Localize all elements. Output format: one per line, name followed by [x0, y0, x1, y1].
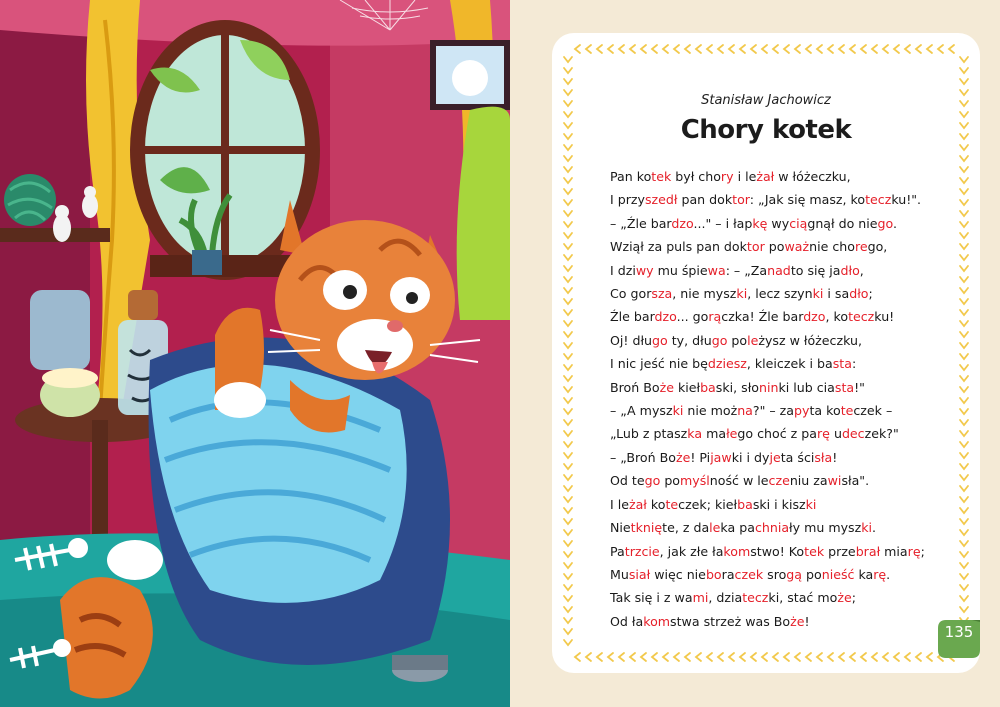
text-segment: ta ko: [809, 403, 841, 419]
text-segment: to się ja: [790, 262, 841, 278]
text-segment: – „A mysz: [610, 403, 673, 419]
highlighted-syllable: te: [665, 496, 679, 512]
poem-line: [610, 329, 970, 352]
highlighted-syllable: go: [652, 332, 668, 348]
highlighted-syllable: dło: [840, 262, 860, 278]
highlighted-syllable: py: [794, 403, 810, 419]
highlighted-syllable: je: [769, 449, 781, 465]
text-segment: , nie mysz: [672, 286, 737, 302]
text-segment: wy: [767, 215, 790, 231]
text-segment: stwa strzeż was Bo: [670, 613, 791, 629]
poem-card: [552, 33, 980, 673]
text-segment: po: [802, 566, 822, 582]
highlighted-syllable: rą: [708, 309, 722, 325]
text-segment: ki lub cia: [778, 379, 835, 395]
highlighted-syllable: że: [675, 449, 691, 465]
text-segment: czek i ba: [776, 356, 833, 372]
highlighted-syllable: cią: [789, 215, 808, 231]
highlighted-syllable: rę: [907, 543, 921, 559]
text-segment: Mu: [610, 566, 629, 582]
text-segment: ma: [702, 426, 727, 442]
text-segment: .: [886, 566, 891, 582]
text-segment: ty, dłu: [667, 332, 712, 348]
text-segment: Wziął za puls pan dok: [610, 239, 747, 255]
text-segment: ka pa: [720, 520, 755, 536]
text-segment: Od ła: [610, 613, 644, 629]
highlighted-syllable: wa: [707, 262, 726, 278]
text-segment: czek –: [853, 403, 893, 419]
text-segment: ;: [920, 543, 925, 559]
text-segment: kieł: [673, 379, 701, 395]
text-segment: ski, sło: [715, 379, 759, 395]
highlighted-syllable: jaw: [710, 449, 732, 465]
highlighted-syllable: sta: [832, 356, 852, 372]
highlighted-syllable: kom: [723, 543, 751, 559]
text-segment: ..." – i łap: [693, 215, 753, 231]
text-segment: ;: [851, 590, 856, 606]
text-segment: sro: [763, 566, 787, 582]
highlighted-syllable: go: [877, 215, 894, 231]
highlighted-syllable: ki: [805, 496, 817, 512]
highlighted-syllable: ki: [672, 403, 684, 419]
highlighted-syllable: gą: [786, 566, 803, 582]
text-segment: ły mu mysz: [789, 520, 862, 536]
poem-line: [610, 399, 970, 422]
text-segment: go choć z pa: [737, 426, 817, 442]
text-segment: Oj! dłu: [610, 332, 653, 348]
highlighted-syllable: siał: [628, 566, 651, 582]
poem-line: [610, 516, 970, 539]
poem-line: [610, 446, 970, 469]
highlighted-syllable: mi: [692, 590, 709, 606]
text-segment: więc nie: [650, 566, 706, 582]
highlighted-syllable: tek: [651, 169, 672, 184]
highlighted-syllable: myśl: [680, 473, 710, 489]
highlighted-syllable: ry: [720, 169, 734, 184]
highlighted-syllable: czek: [734, 566, 764, 582]
poem-line: [610, 352, 970, 375]
poem-text: [610, 165, 970, 633]
highlighted-syllable: tecz: [848, 309, 875, 325]
poem-line: [610, 259, 970, 282]
highlighted-syllable: go: [711, 332, 728, 348]
text-segment: stwo! Ko: [750, 543, 805, 559]
highlighted-syllable: dec: [841, 426, 865, 442]
text-segment: ka: [854, 566, 874, 582]
highlighted-syllable: rę: [873, 566, 887, 582]
text-segment: ! Pi: [690, 449, 711, 465]
cat-portrait-icon: [430, 40, 510, 110]
text-segment: .: [893, 215, 898, 231]
highlighted-syllable: dzo: [671, 215, 694, 231]
highlighted-syllable: go: [644, 473, 661, 489]
highlighted-syllable: wy: [635, 262, 654, 278]
highlighted-syllable: nin: [759, 379, 779, 395]
text-segment: Nie: [610, 520, 631, 536]
text-segment: Źle bar: [610, 309, 655, 325]
yarn-ball-icon: [4, 174, 56, 226]
poem-line: [610, 540, 970, 563]
text-segment: , jak złe ła: [659, 543, 724, 559]
highlighted-syllable: że: [790, 613, 805, 629]
highlighted-syllable: tecz: [865, 192, 892, 208]
text-segment: , ko: [825, 309, 849, 325]
highlighted-syllable: żał: [756, 169, 775, 184]
text-segment: !": [854, 379, 865, 395]
highlighted-syllable: nieść: [821, 566, 855, 582]
highlighted-syllable: re: [854, 239, 868, 255]
text-segment: u: [829, 426, 842, 442]
highlighted-syllable: sza: [651, 286, 673, 302]
text-segment: ?" – za: [752, 403, 795, 419]
text-segment: : „Jak się masz, ko: [749, 192, 866, 208]
text-segment: , lecz szyn: [747, 286, 813, 302]
text-segment: .: [872, 520, 877, 536]
text-segment: I przy: [610, 192, 645, 208]
highlighted-syllable: dzo: [803, 309, 826, 325]
text-segment: !: [832, 449, 838, 465]
text-segment: po: [764, 239, 785, 255]
text-segment: po: [660, 473, 681, 489]
highlighted-syllable: le: [709, 520, 721, 536]
text-segment: nie cho: [809, 239, 855, 255]
highlighted-syllable: wi: [827, 473, 842, 489]
highlighted-syllable: ki: [812, 286, 824, 302]
text-page: [510, 0, 1000, 707]
highlighted-syllable: żał: [628, 496, 647, 512]
text-segment: ta ści: [780, 449, 815, 465]
text-segment: sła".: [841, 473, 870, 489]
text-segment: ność w le: [709, 473, 769, 489]
text-segment: – „Broń Bo: [610, 449, 676, 465]
text-segment: ski i kisz: [752, 496, 806, 512]
text-segment: Pa: [610, 543, 625, 559]
poem-line: [610, 586, 970, 609]
highlighted-syllable: waż: [784, 239, 810, 255]
highlighted-syllable: le: [747, 332, 759, 348]
poem-line: [610, 493, 970, 516]
text-segment: ra: [721, 566, 735, 582]
highlighted-syllable: chnia: [754, 520, 790, 536]
poem-line: [610, 563, 970, 586]
text-segment: Tak się i z wa: [610, 590, 693, 606]
highlighted-syllable: że: [659, 379, 674, 395]
text-segment: nie moż: [683, 403, 738, 419]
poem-title: Chory kotek: [680, 115, 852, 145]
highlighted-syllable: nad: [767, 262, 791, 278]
poem-line: [610, 376, 970, 399]
poem-line: [610, 282, 970, 305]
text-segment: mu śpie: [653, 262, 708, 278]
highlighted-syllable: ba: [700, 379, 716, 395]
text-segment: był cho: [671, 169, 721, 184]
highlighted-syllable: rę: [817, 426, 830, 442]
highlighted-syllable: że: [837, 590, 852, 606]
highlighted-syllable: tknię: [630, 520, 663, 536]
text-segment: ku!: [874, 309, 895, 325]
text-segment: po: [727, 332, 748, 348]
text-segment: pan dok: [677, 192, 733, 208]
text-segment: : – „Za: [725, 262, 768, 278]
text-segment: i le: [733, 169, 757, 184]
poem-line: [610, 212, 970, 235]
text-segment: Od te: [610, 473, 645, 489]
text-segment: ko: [646, 496, 666, 512]
text-segment: niu za: [789, 473, 828, 489]
text-segment: I nic jeść nie bę: [610, 356, 708, 372]
highlighted-syllable: tor: [732, 192, 750, 208]
highlighted-syllable: tecz: [742, 590, 769, 606]
text-segment: „Lub z ptasz: [610, 426, 688, 442]
text-segment: – „Źle bar: [610, 215, 672, 231]
text-segment: , dzia: [708, 590, 743, 606]
text-segment: w łóżeczku,: [774, 169, 851, 184]
text-segment: Pan ko: [610, 169, 652, 184]
text-segment: I dzi: [610, 262, 636, 278]
highlighted-syllable: szedł: [644, 192, 678, 208]
highlighted-syllable: kom: [643, 613, 671, 629]
text-segment: Co gor: [610, 286, 652, 302]
text-segment: gnął do nie: [807, 215, 878, 231]
text-segment: go,: [867, 239, 888, 255]
highlighted-syllable: sła: [814, 449, 833, 465]
text-segment: zek?": [864, 426, 899, 442]
highlighted-syllable: dło: [849, 286, 869, 302]
highlighted-syllable: na: [737, 403, 753, 419]
text-segment: czka! Źle bar: [721, 309, 804, 325]
highlighted-syllable: sta: [834, 379, 855, 395]
highlighted-syllable: ki: [861, 520, 873, 536]
highlighted-syllable: cze: [768, 473, 790, 489]
text-segment: ku!".: [891, 192, 922, 208]
text-segment: !: [804, 613, 810, 629]
poem-line: [610, 610, 970, 633]
poem-line: [610, 235, 970, 258]
text-segment: I le: [610, 496, 629, 512]
highlighted-syllable: brał: [855, 543, 881, 559]
poem-line: [610, 305, 970, 328]
highlighted-syllable: ka: [687, 426, 703, 442]
text-segment: czek; kieł: [678, 496, 738, 512]
text-segment: żysz w łóżeczku,: [758, 332, 862, 348]
author-name: Stanisław Jachowicz: [701, 93, 831, 108]
highlighted-syllable: bo: [705, 566, 722, 582]
text-segment: te, z da: [662, 520, 710, 536]
text-segment: mia: [880, 543, 908, 559]
poem-line: [610, 188, 970, 211]
text-segment: , klei: [746, 356, 777, 372]
highlighted-syllable: trzcie: [624, 543, 660, 559]
page-number: 135: [944, 623, 974, 641]
text-segment: i sa: [823, 286, 850, 302]
text-segment: ... go: [676, 309, 709, 325]
poem-line: [610, 422, 970, 445]
text-segment: :: [851, 356, 857, 372]
highlighted-syllable: tor: [746, 239, 765, 255]
highlighted-syllable: ba: [737, 496, 753, 512]
poem-line: [610, 469, 970, 492]
highlighted-syllable: dziesz: [707, 356, 747, 372]
highlighted-syllable: ki: [736, 286, 748, 302]
highlighted-syllable: łe: [726, 426, 738, 442]
highlighted-syllable: kę: [752, 215, 768, 231]
highlighted-syllable: dzo: [654, 309, 677, 325]
text-segment: ,: [859, 262, 864, 278]
text-segment: ki i dy: [731, 449, 770, 465]
poem-line: [610, 165, 970, 188]
text-segment: ;: [868, 286, 873, 302]
text-segment: ki, stać mo: [768, 590, 838, 606]
text-segment: Broń Bo: [610, 379, 660, 395]
text-segment: prze: [824, 543, 856, 559]
highlighted-syllable: tek: [804, 543, 825, 559]
highlighted-syllable: te: [840, 403, 854, 419]
